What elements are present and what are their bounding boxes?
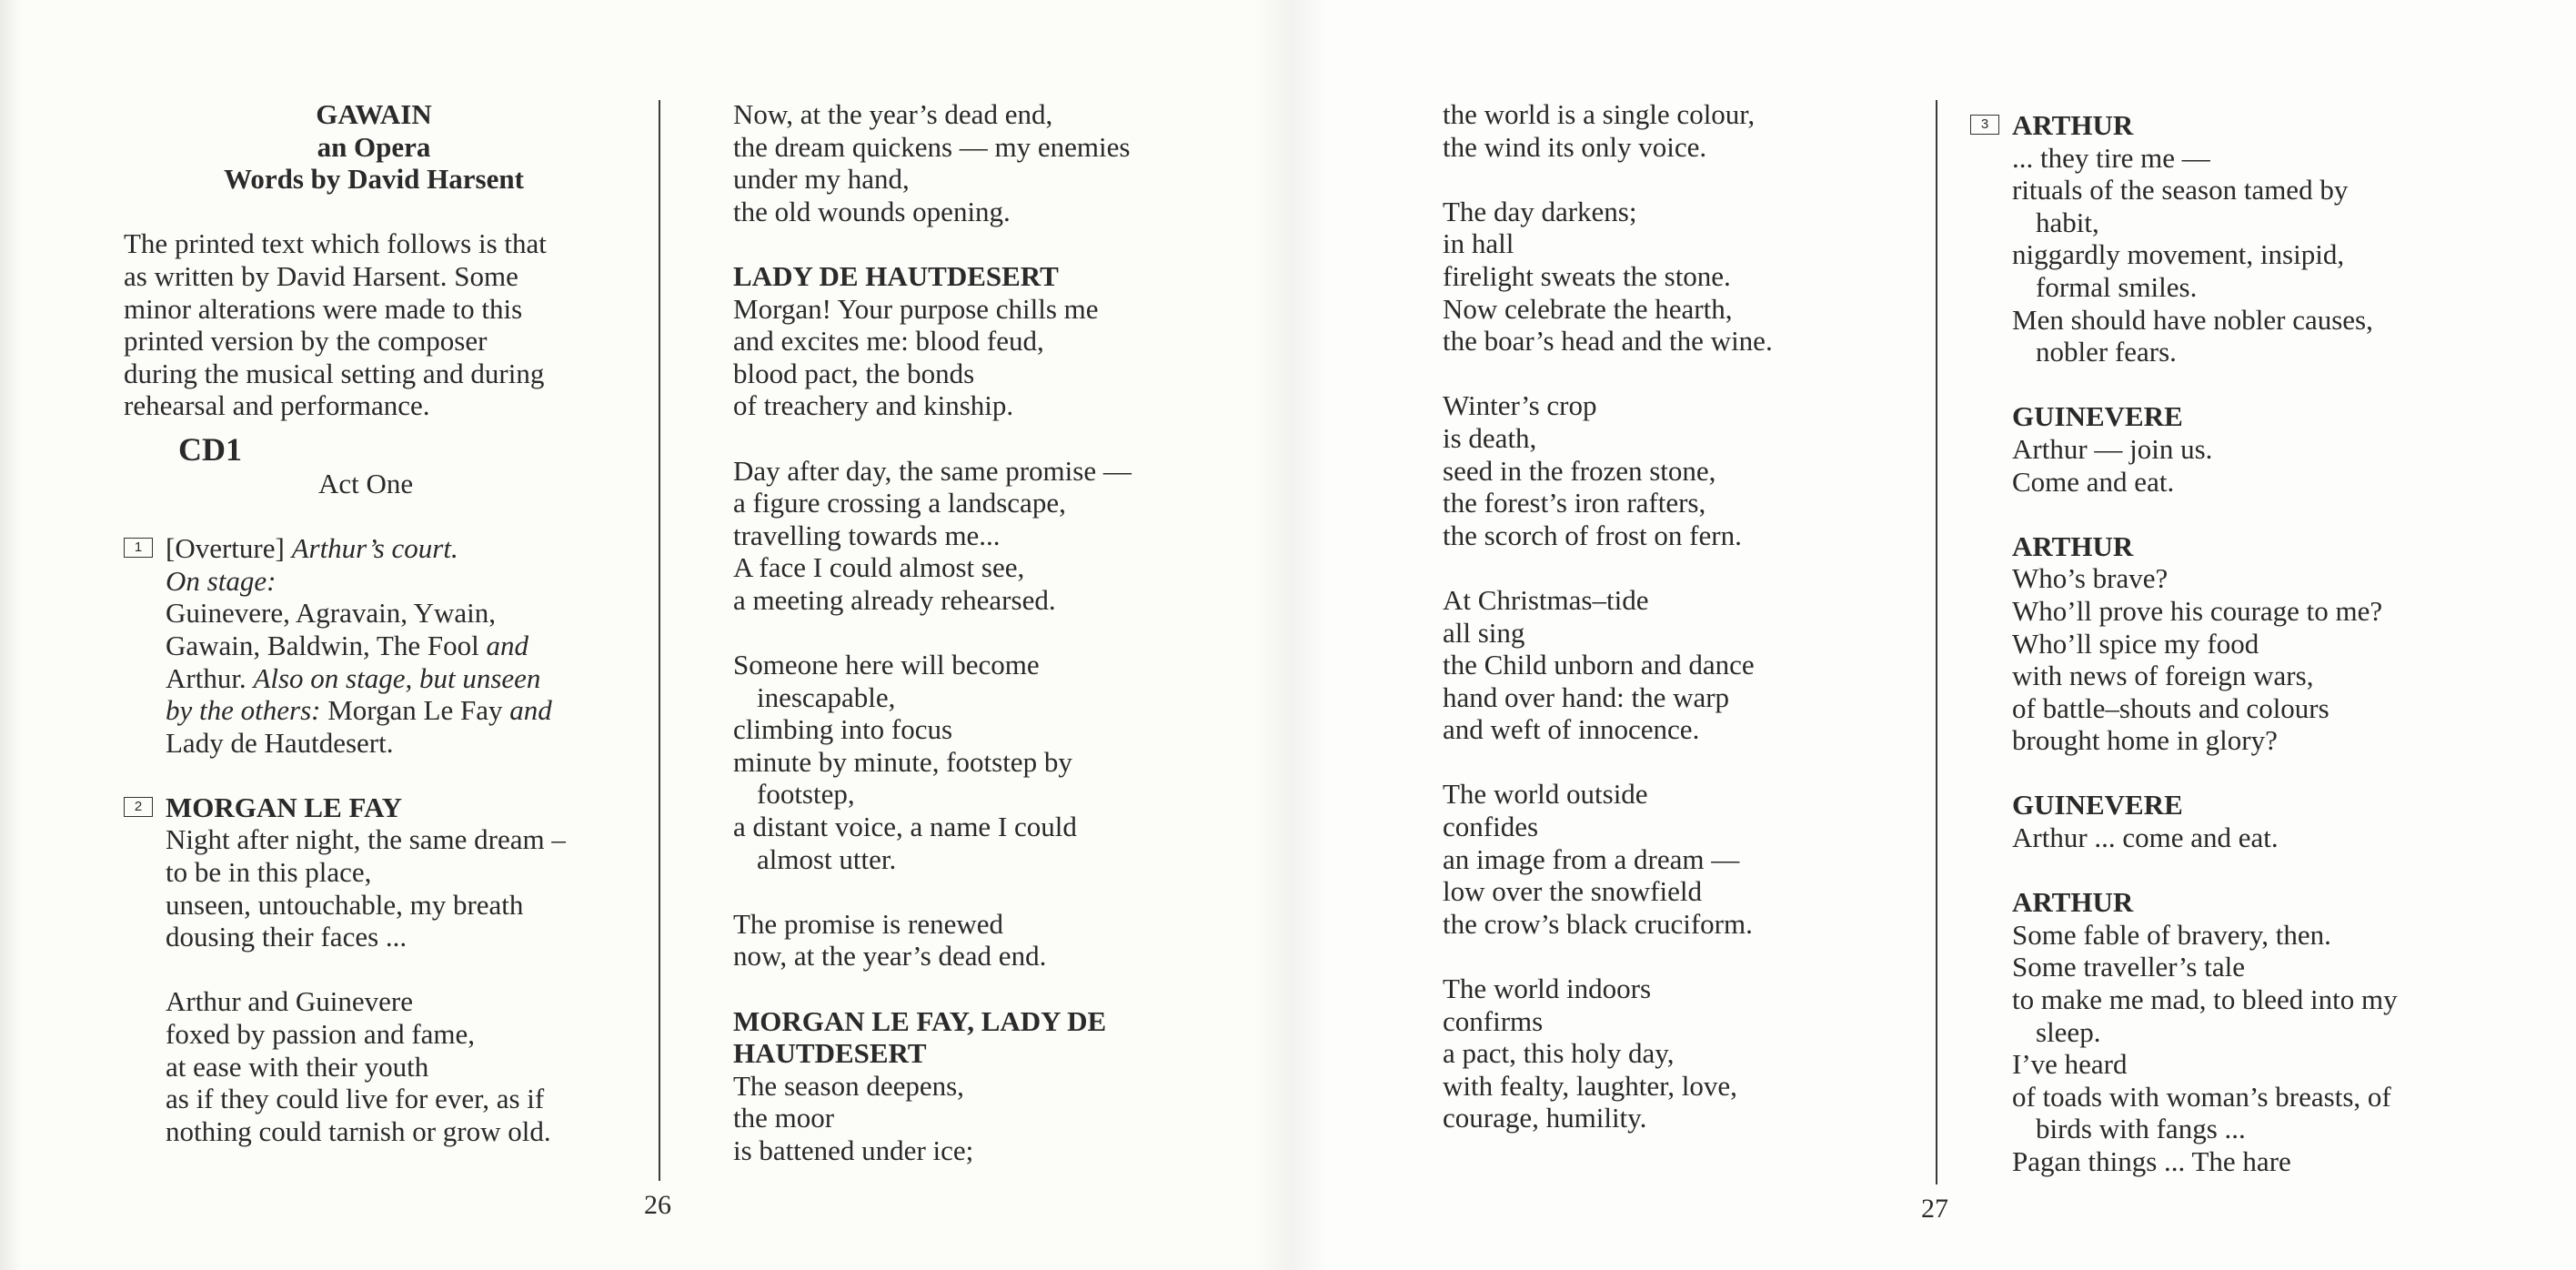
lyric-line: Who’ll prove his courage to me? [2012, 594, 2383, 627]
lyric-line: with fealty, laughter, love, [1443, 1069, 1737, 1102]
lyric-line: of treachery and kinship. [733, 389, 1014, 422]
speaker-name: HAUTDESERT [733, 1037, 927, 1070]
track-2 [124, 791, 633, 1148]
lyric-line: confides [1443, 811, 1539, 843]
speaker-name: GUINEVERE [2012, 400, 2183, 433]
lyric-line: The day darkens; [1443, 195, 1637, 227]
lyric-line: formal smiles. [2036, 270, 2198, 303]
lyric-line: the scorch of frost on fern. [1443, 519, 1742, 551]
lyric-line: Day after day, the same promise — [733, 454, 1132, 487]
stage-direction: Guinevere, Agravain, Ywain, [166, 597, 496, 630]
lyric-line: the moor [733, 1102, 835, 1134]
column-d [1970, 109, 2534, 1178]
book-gutter [1255, 0, 1328, 1270]
lyric-line: At Christmas–tide [1443, 583, 1649, 616]
lyric-line: foxed by passion and fame, [166, 1018, 476, 1051]
lyric-line: an image from a dream — [1443, 842, 1740, 875]
lyric-line: The world outside [1443, 778, 1648, 811]
lyric-line: The season deepens, [733, 1069, 964, 1102]
intro-line: as written by David Harsent. Some [124, 259, 518, 292]
stage-direction: Lady de Hautdesert. [166, 726, 394, 759]
lyric-line: rituals of the season tamed by [2012, 174, 2349, 207]
stage-direction: Arthur. Also on stage, but unseen [166, 661, 541, 694]
act-label: Act One [318, 467, 414, 499]
lyric-line: and excites me: blood feud, [733, 325, 1044, 358]
lyric-line: Some fable of bravery, then. [2012, 918, 2331, 951]
track-number-box: 3 [1970, 115, 1999, 135]
cd-label: CD1 [178, 430, 242, 468]
lyric-line: the world is a single colour, [1443, 98, 1756, 130]
lyric-line: unseen, untouchable, my breath [166, 888, 524, 921]
lyric-line: of battle–shouts and colours [2012, 691, 2329, 724]
lyric-line: Pagan things ... The hare [2012, 1145, 2291, 1177]
lyric-line: Who’s brave? [2012, 562, 2168, 595]
intro-line: The printed text which follows is that [124, 227, 547, 260]
lyric-line: Someone here will become [733, 649, 1040, 681]
lyric-line: Arthur and Guinevere [166, 985, 414, 1018]
lyric-line: niggardly movement, insipid, [2012, 238, 2345, 271]
title-block [124, 98, 624, 196]
intro-paragraph [124, 227, 633, 422]
track-number-box: 2 [124, 797, 153, 817]
stage-direction: On stage: [166, 564, 277, 597]
column-b [733, 98, 1224, 1167]
column-c [1443, 98, 1934, 1134]
lyric-line: in hall [1443, 227, 1514, 260]
lyric-line: The promise is renewed [733, 907, 1003, 940]
lyric-line: now, at the year’s dead end. [733, 940, 1047, 973]
lyric-line: is battened under ice; [733, 1134, 974, 1166]
intro-line: printed version by the composer [124, 325, 488, 358]
column-divider [1936, 100, 1937, 1184]
lyric-line: Arthur ... come and eat. [2012, 821, 2279, 854]
lyric-line: the crow’s black cruciform. [1443, 907, 1753, 940]
speaker-name: MORGAN LE FAY [166, 791, 403, 823]
stage-direction: Gawain, Baldwin, The Fool and [166, 629, 528, 661]
stage-direction: by the others: Morgan Le Fay and [166, 694, 552, 727]
lyric-line: ... they tire me — [2012, 141, 2210, 174]
lyric-line: low over the snowfield [1443, 875, 1702, 908]
intro-line: during the musical setting and during [124, 357, 545, 389]
lyric-line: minute by minute, footstep by [733, 745, 1072, 778]
speaker-name: GUINEVERE [2012, 789, 2183, 821]
lyric-line: habit, [2036, 206, 2099, 238]
track-3 [1970, 109, 2534, 1178]
lyric-line: a pact, this holy day, [1443, 1037, 1675, 1070]
lyric-line: as if they could live for ever, as if [166, 1083, 545, 1115]
lyric-line: Men should have nobler causes, [2012, 303, 2373, 336]
lyric-line: Some traveller’s tale [2012, 951, 2245, 983]
lyric-line: a figure crossing a landscape, [733, 487, 1066, 519]
lyric-line: firelight sweats the stone. [1443, 259, 1731, 292]
lyric-line: a distant voice, a name I could [733, 811, 1077, 843]
lyric-line: the boar’s head and the wine. [1443, 325, 1773, 358]
page-number-right: 27 [1921, 1194, 1948, 1224]
speaker-name: ARTHUR [2012, 529, 2134, 562]
lyric-line: the old wounds opening. [733, 195, 1011, 227]
lyric-line: climbing into focus [733, 713, 953, 746]
lyric-line: seed in the frozen stone, [1443, 454, 1716, 487]
lyric-line: confirms [1443, 1004, 1544, 1037]
lyric-line: courage, humility. [1443, 1102, 1647, 1134]
speaker-name: LADY DE HAUTDESERT [733, 259, 1059, 292]
lyric-line: I’ve heard [2012, 1048, 2128, 1081]
lyric-line: almost utter. [757, 842, 897, 875]
lyric-line: Now, at the year’s dead end, [733, 98, 1053, 130]
opera-title: GAWAIN [316, 98, 432, 130]
lyric-line: footstep, [757, 778, 855, 811]
lyric-line: Night after night, the same dream – [166, 823, 566, 856]
intro-line: rehearsal and performance. [124, 389, 430, 422]
lyric-line: nobler fears. [2036, 336, 2177, 368]
lyric-line: the dream quickens — my enemies [733, 130, 1131, 163]
column-divider [659, 100, 660, 1181]
column-a [124, 98, 633, 1147]
lyric-line: Morgan! Your purpose chills me [733, 292, 1099, 325]
speaker-name: ARTHUR [2012, 886, 2134, 919]
lyric-line: sleep. [2036, 1015, 2101, 1048]
page-edge-shadow [0, 0, 22, 1270]
speaker-name: MORGAN LE FAY, LADY DE [733, 1004, 1107, 1037]
lyric-line: to be in this place, [166, 856, 372, 889]
lyric-line: inescapable, [757, 680, 896, 713]
stage-direction: [Overture] Arthur’s court. [166, 532, 458, 565]
lyric-line: is death, [1443, 421, 1537, 454]
lyric-line: Now celebrate the hearth, [1443, 292, 1733, 325]
lyric-line: Winter’s crop [1443, 389, 1597, 422]
opera-byline: Words by David Harsent [224, 163, 524, 196]
lyric-line: nothing could tarnish or grow old. [166, 1114, 551, 1147]
lyric-line: to make me mad, to bleed into my [2012, 983, 2398, 1016]
lyric-line: birds with fangs ... [2036, 1113, 2246, 1145]
lyric-line: Come and eat. [2012, 465, 2175, 498]
lyric-line: The world indoors [1443, 973, 1652, 1005]
track-1 [124, 532, 633, 759]
lyric-line: the forest’s iron rafters, [1443, 487, 1706, 519]
page-number-left: 26 [644, 1190, 671, 1220]
lyric-line: Arthur — join us. [2012, 432, 2213, 465]
lyric-line: dousing their faces ... [166, 921, 408, 953]
lyric-line: A face I could almost see, [733, 551, 1025, 584]
lyric-line: a meeting already rehearsed. [733, 583, 1056, 616]
lyric-line: of toads with woman’s breasts, of [2012, 1080, 2391, 1113]
lyric-line: and weft of innocence. [1443, 713, 1700, 746]
lyric-line: the Child unborn and dance [1443, 649, 1755, 681]
lyric-line: at ease with their youth [166, 1050, 429, 1083]
lyric-line: all sing [1443, 616, 1525, 649]
opera-subtitle: an Opera [317, 130, 431, 163]
intro-line: minor alterations were made to this [124, 292, 523, 325]
lyric-line: with news of foreign wars, [2012, 660, 2314, 692]
lyric-line: blood pact, the bonds [733, 357, 975, 389]
lyric-line: the wind its only voice. [1443, 130, 1707, 163]
speaker-name: ARTHUR [2012, 109, 2134, 141]
lyric-line: Who’ll spice my food [2012, 627, 2259, 660]
lyric-line: brought home in glory? [2012, 724, 2278, 757]
lyric-line: hand over hand: the warp [1443, 680, 1730, 713]
track-number-box: 1 [124, 538, 153, 558]
lyric-line: under my hand, [733, 163, 910, 196]
lyric-line: travelling towards me... [733, 519, 1001, 551]
